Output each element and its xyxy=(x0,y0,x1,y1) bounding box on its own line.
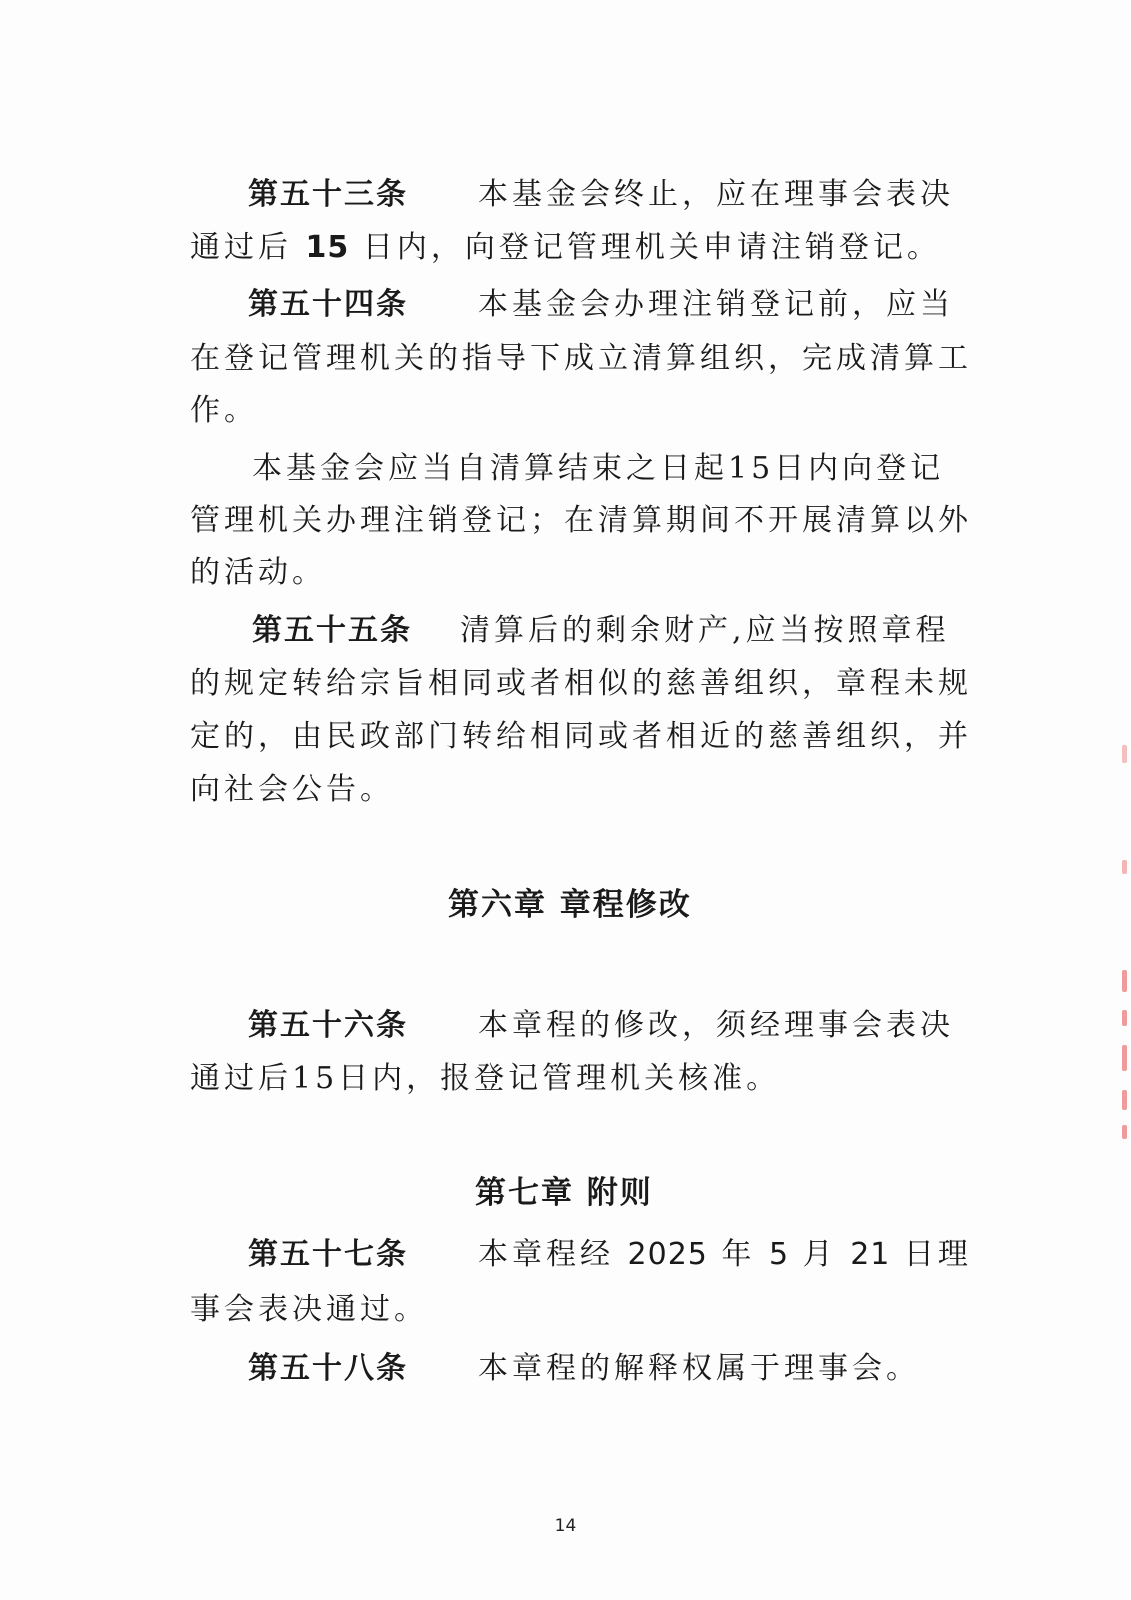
article-55-line-3: 定的，由民政部门转给相同或者相近的慈善组织，并 xyxy=(190,719,972,754)
seal-edge-mark xyxy=(1122,1090,1127,1110)
article-54-para-2-line-2: 管理机关办理注销登记；在清算期间不开展清算以外 xyxy=(190,503,972,538)
article-53-line-2: 通过后 15 日内，向登记管理机关申请注销登记。 xyxy=(190,230,941,265)
chapter-7-heading: 第七章 附则 xyxy=(475,1175,653,1211)
article-57-day: 21 xyxy=(850,1237,891,1272)
article-57-text-pre: 本章程经 xyxy=(478,1237,614,1272)
article-54-para-2-line-1: 本基金会应当自清算结束之日起15日内向登记 xyxy=(252,451,945,486)
article-58-text-1: 本章程的解释权属于理事会。 xyxy=(478,1351,920,1386)
article-55-line-1 xyxy=(252,611,950,651)
article-53-text-1: 本基金会终止，应在理事会表决 xyxy=(478,177,954,212)
article-56-text-1: 本章程的修改，须经理事会表决 xyxy=(478,1008,954,1043)
article-55-line-4: 向社会公告。 xyxy=(190,772,394,807)
article-56-line-1 xyxy=(248,1006,954,1046)
article-57-line-1: 第五十七条 本章程经 2025 年 5 月 21 日理 xyxy=(248,1237,972,1272)
article-54-line-3: 作。 xyxy=(190,393,258,428)
article-58-line-1 xyxy=(248,1349,920,1389)
article-53-line-1 xyxy=(248,175,954,215)
seal-edge-mark xyxy=(1122,860,1127,874)
article-55-text-1: 清算后的剩余财产,应当按照章程 xyxy=(460,613,950,648)
article-57-month: 5 xyxy=(769,1237,790,1272)
article-54-text-1: 本基金会办理注销登记前，应当 xyxy=(478,287,954,322)
article-56-label: 第五十六条 xyxy=(248,1008,408,1043)
seal-edge-mark xyxy=(1122,1010,1127,1026)
seal-edge-mark xyxy=(1122,1045,1127,1071)
seal-edge-mark xyxy=(1122,745,1127,763)
page-number: 14 xyxy=(554,1516,577,1536)
article-56-line-2: 通过后15日内，报登记管理机关核准。 xyxy=(190,1061,781,1096)
article-57-label: 第五十七条 xyxy=(248,1237,408,1272)
article-55-label: 第五十五条 xyxy=(252,613,412,648)
article-58-label: 第五十八条 xyxy=(248,1351,408,1386)
article-53-label: 第五十三条 xyxy=(248,177,408,212)
article-54-label: 第五十四条 xyxy=(248,287,408,322)
seal-edge-mark xyxy=(1122,1125,1127,1139)
article-57-line-2: 事会表决通过。 xyxy=(190,1292,428,1327)
article-57-year: 2025 xyxy=(627,1237,708,1272)
chapter-6-heading: 第六章 章程修改 xyxy=(448,887,692,923)
article-54-line-1 xyxy=(248,285,954,325)
seal-edge-mark xyxy=(1122,970,1127,992)
article-54-line-2: 在登记管理机关的指导下成立清算组织，完成清算工 xyxy=(190,341,972,376)
article-53-days: 15 xyxy=(305,230,350,265)
article-55-line-2: 的规定转给宗旨相同或者相似的慈善组织，章程未规 xyxy=(190,666,972,701)
article-54-para-2-line-3: 的活动。 xyxy=(190,555,326,590)
